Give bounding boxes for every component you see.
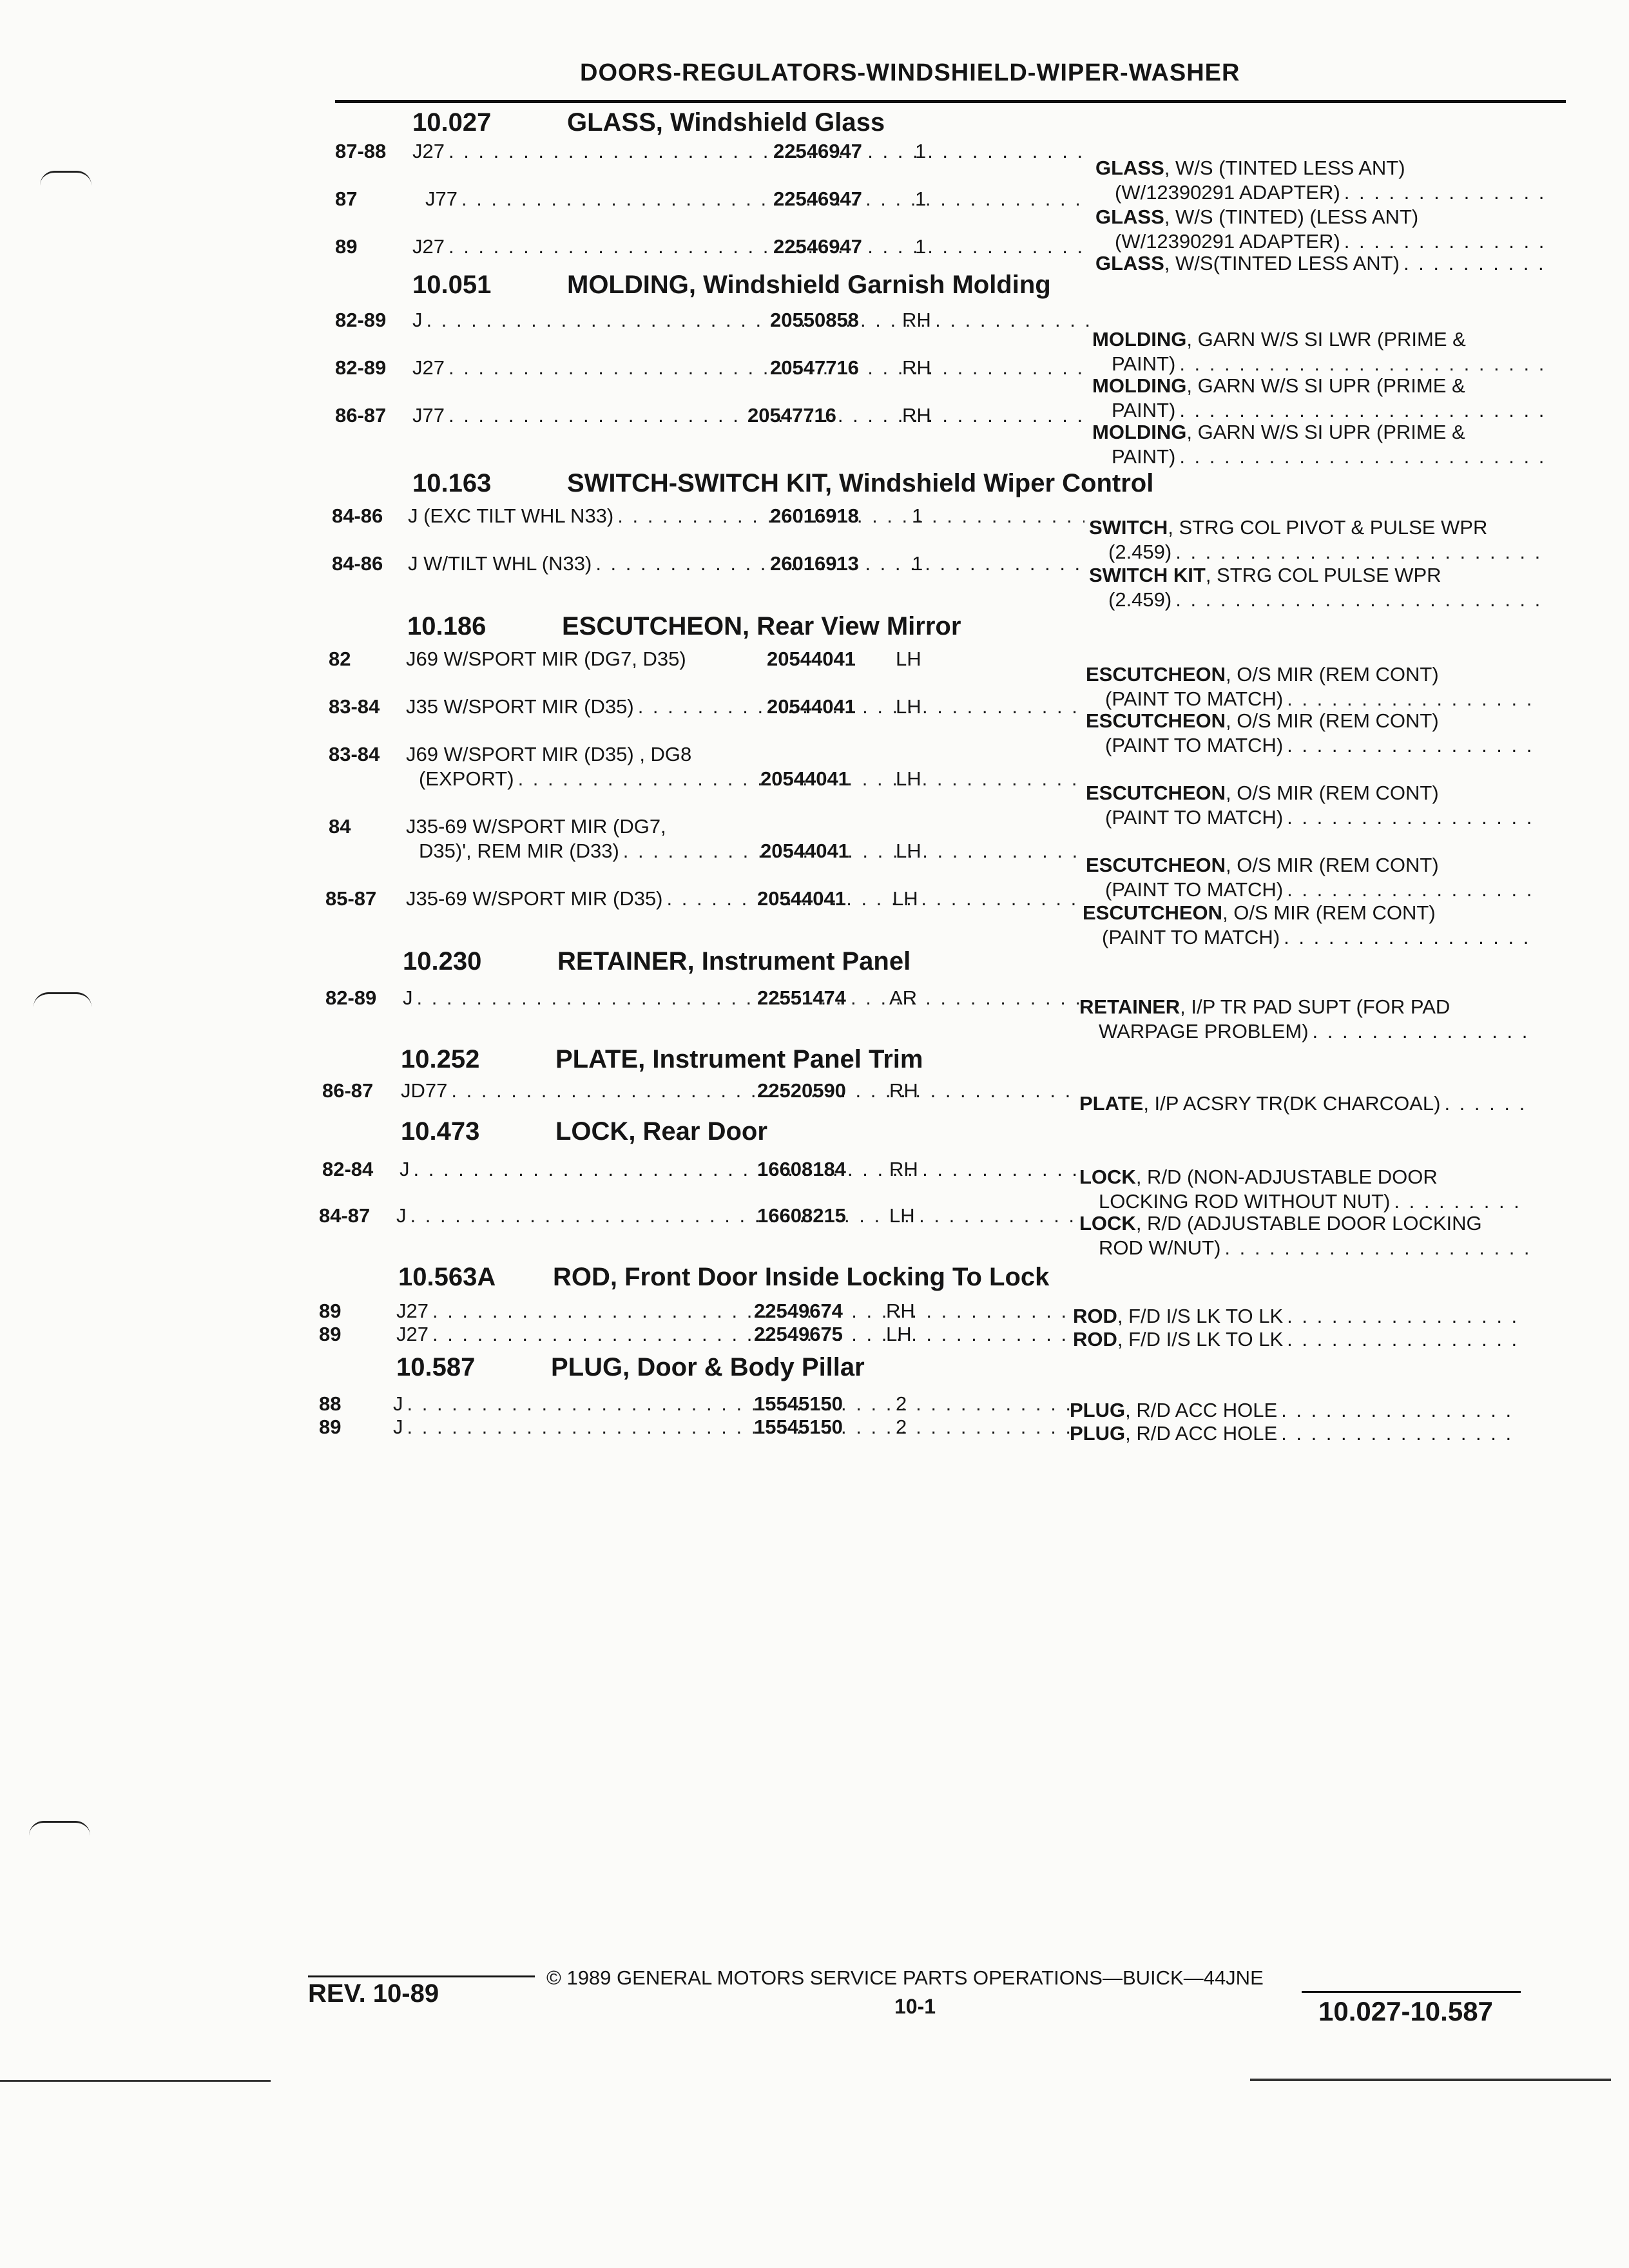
section-code: 10.252 [401,1045,480,1073]
part-number: 20544041 [767,695,856,718]
row-years: 89 [335,235,358,258]
part-number: 20547716 [747,404,836,427]
row-qty: 1 [915,187,927,210]
row-years: 85-87 [325,887,377,910]
row-years: 83-84 [329,743,380,765]
row-years: 87-88 [335,140,387,162]
row-code: J . . . [393,1415,1070,1439]
footer-rule-right [1302,1991,1521,1993]
section-code: 10.186 [407,612,487,640]
part-description: ESCUTCHEON, O/S MIR (REM CONT) (PAINT TO MATCH) . . . [1083,901,1534,950]
copyright-line: © 1989 GENERAL MOTORS SERVICE PARTS OPERATIONS—BUICK—44JNE [546,1966,1264,1989]
punch-mark [34,992,92,1007]
row-code: J69 W/SPORT MIR (D35) , DG8 [406,743,692,765]
part-number: 22549675 [754,1323,843,1345]
section-heading [403,947,911,976]
row-qty: 2 [896,1392,907,1415]
row-qty: RH [886,1300,915,1322]
part-description: SWITCH KIT, STRG COL PULSE WPR (2.459) . . . [1089,563,1540,612]
part-number: 20550858 [770,309,859,331]
row-code: J35-69 W/SPORT MIR (DG7, [406,815,666,838]
row-code: J77 . . . [425,187,1089,211]
section-title: SWITCH-SWITCH KIT, Windshield Wiper Control [567,469,1154,497]
row-years: 89 [319,1300,342,1322]
footer-rule-left [308,1975,535,1977]
row-years: 86-87 [322,1079,374,1102]
row-qty: 1 [912,505,923,527]
row-qty: LH [896,695,921,718]
row-code: J27 . . . [412,235,1089,259]
row-years: 82-84 [322,1158,374,1180]
section-code: 10.587 [396,1353,476,1381]
row-years: 84-86 [332,552,383,575]
part-description: GLASS, W/S(TINTED LESS ANT) . . . [1095,251,1547,276]
revision-label: REV. 10-89 [308,1979,439,2008]
row-code: J . . . [403,986,1079,1010]
row-code: J . . . [400,1157,1076,1182]
row-years: 82-89 [335,309,387,331]
row-code: J . . . [393,1392,1070,1416]
part-description: MOLDING, GARN W/S SI LWR (PRIME & PAINT) . . . [1092,327,1543,376]
part-number: 20544041 [760,840,849,862]
row-code: J27 . . . [412,139,1089,164]
part-number: 22551474 [757,986,846,1009]
part-number: 20544041 [760,767,849,790]
section-code: 10.051 [412,271,492,299]
row-code: J . . . [412,308,1089,332]
part-number: 26016913 [770,552,859,575]
part-number: 20544041 [757,887,846,910]
part-number: 26016918 [770,505,859,527]
page-number: 10-1 [894,1995,936,2018]
part-number: 15545150 [754,1392,843,1415]
row-years: 89 [319,1416,342,1438]
section-title: PLATE, Instrument Panel Trim [555,1045,923,1073]
row-code: J77 . . . [412,403,1089,428]
row-qty: RH [902,356,931,379]
row-years: 86-87 [335,404,387,427]
row-code: J69 W/SPORT MIR (DG7, D35) [406,648,686,670]
row-qty: LH [889,1204,915,1227]
page-range: 10.027-10.587 [1318,1996,1493,2026]
section-title: LOCK, Rear Door [555,1117,767,1146]
row-qty: 1 [912,552,923,575]
row-years: 84-86 [332,505,383,527]
row-code: J27 . . . [412,356,1089,380]
part-description: SWITCH, STRG COL PIVOT & PULSE WPR (2.459) . . . [1089,515,1540,564]
bottom-edge-rule [1250,2079,1611,2081]
row-years: 89 [319,1323,342,1345]
row-qty: 1 [915,140,927,162]
section-title: MOLDING, Windshield Garnish Molding [567,271,1051,299]
row-qty: 1 [915,235,927,258]
row-code: J27 . . . [396,1299,1073,1323]
row-code: J . . . [396,1204,1073,1228]
row-code: JD77 . . . [401,1079,1077,1103]
section-heading [396,1353,865,1382]
section-code: 10.027 [412,108,492,137]
part-number: 22549674 [754,1300,843,1322]
row-qty: LH [886,1323,912,1345]
part-description: PLUG, R/D ACC HOLE . . . [1070,1421,1521,1446]
part-number: 16608184 [757,1158,846,1180]
part-description: GLASS, W/S (TINTED LESS ANT) (W/12390291 ADAPTER) . . . [1095,156,1547,205]
part-description: ESCUTCHEON, O/S MIR (REM CONT) (PAINT TO MATCH) . . . [1086,662,1537,711]
section-heading [401,1117,767,1146]
part-description: GLASS, W/S (TINTED) (LESS ANT) (W/12390291 ADAPTER) . . . [1095,205,1547,254]
row-code: J35 W/SPORT MIR (D35) . . . [406,695,1083,719]
bottom-edge-rule [0,2080,271,2082]
part-description: ESCUTCHEON, O/S MIR (REM CONT) (PAINT TO MATCH) . . . [1086,853,1537,902]
row-code: J27 . . . [396,1322,1073,1347]
row-qty: LH [892,887,918,910]
part-description: LOCK, R/D (ADJUSTABLE DOOR LOCKING ROD W/NUT) . . . [1079,1211,1530,1260]
row-code-line2: (EXPORT) . . . [419,767,1083,791]
part-number: 16608215 [757,1204,846,1227]
section-title: ESCUTCHEON, Rear View Mirror [562,612,961,640]
row-years: 87 [335,187,358,210]
section-code: 10.473 [401,1117,480,1146]
row-years: 82 [329,648,351,670]
section-code: 10.230 [403,947,482,975]
row-qty: RH [902,309,931,331]
page-title: DOORS-REGULATORS-WINDSHIELD-WIPER-WASHER [580,59,1240,86]
section-heading [401,1045,923,1074]
part-number: 20544041 [767,648,856,670]
row-code-line2: D35)', REM MIR (D33) . . . [419,839,1083,863]
row-qty: LH [896,648,921,670]
part-number: 22546947 [773,235,862,258]
row-qty: RH [889,1158,918,1180]
section-heading [412,271,1051,300]
row-qty: LH [896,767,921,790]
section-heading [412,469,1153,498]
section-code: 10.563A [398,1263,496,1291]
header-rule [335,100,1566,103]
part-number: 22546947 [773,140,862,162]
row-qty: RH [889,1079,918,1102]
section-title: PLUG, Door & Body Pillar [551,1353,865,1381]
part-description: ESCUTCHEON, O/S MIR (REM CONT) (PAINT TO MATCH) . . . [1086,709,1537,758]
row-qty: 2 [896,1416,907,1438]
part-number: 20547716 [770,356,859,379]
section-heading [398,1263,1049,1292]
row-years: 88 [319,1392,342,1415]
row-code: J35-69 W/SPORT MIR (D35) . . . [406,887,1083,911]
section-code: 10.163 [412,469,492,497]
row-qty: AR [889,986,918,1009]
section-heading [407,612,961,641]
section-title: GLASS, Windshield Glass [567,108,885,137]
punch-mark [40,171,92,186]
part-description: LOCK, R/D (NON-ADJUSTABLE DOOR LOCKING ROD WITHOUT NUT) . . . [1079,1165,1530,1214]
part-description: RETAINER, I/P TR PAD SUPT (FOR PAD WARPAGE PROBLEM) . . . [1079,995,1530,1044]
row-years: 82-89 [335,356,387,379]
row-years: 83-84 [329,695,380,718]
part-description: ROD, F/D I/S LK TO LK . . . [1073,1304,1524,1329]
punch-mark [29,1821,90,1836]
row-qty: LH [896,840,921,862]
section-title: RETAINER, Instrument Panel [557,947,911,975]
row-code: J W/TILT WHL (N33) . . . [408,552,1084,576]
part-description: ROD, F/D I/S LK TO LK . . . [1073,1327,1524,1352]
section-title: ROD, Front Door Inside Locking To Lock [553,1263,1050,1291]
part-description: MOLDING, GARN W/S SI UPR (PRIME & PAINT) . . . [1092,374,1543,423]
part-number: 22546947 [773,187,862,210]
row-code: J (EXC TILT WHL N33) . . . [408,504,1084,528]
row-qty: RH [902,404,931,427]
row-years: 84 [329,815,351,838]
part-description: PLATE, I/P ACSRY TR(DK CHARCOAL) . . . [1079,1091,1530,1116]
part-description: ESCUTCHEON, O/S MIR (REM CONT) (PAINT TO MATCH) . . . [1086,781,1537,830]
part-number: 22520590 [757,1079,846,1102]
part-number: 15545150 [754,1416,843,1438]
part-description: PLUG, R/D ACC HOLE . . . [1070,1398,1521,1423]
section-heading [412,108,885,137]
row-years: 84-87 [319,1204,371,1227]
part-description: MOLDING, GARN W/S SI UPR (PRIME & PAINT) . . . [1092,420,1543,469]
row-years: 82-89 [325,986,377,1009]
